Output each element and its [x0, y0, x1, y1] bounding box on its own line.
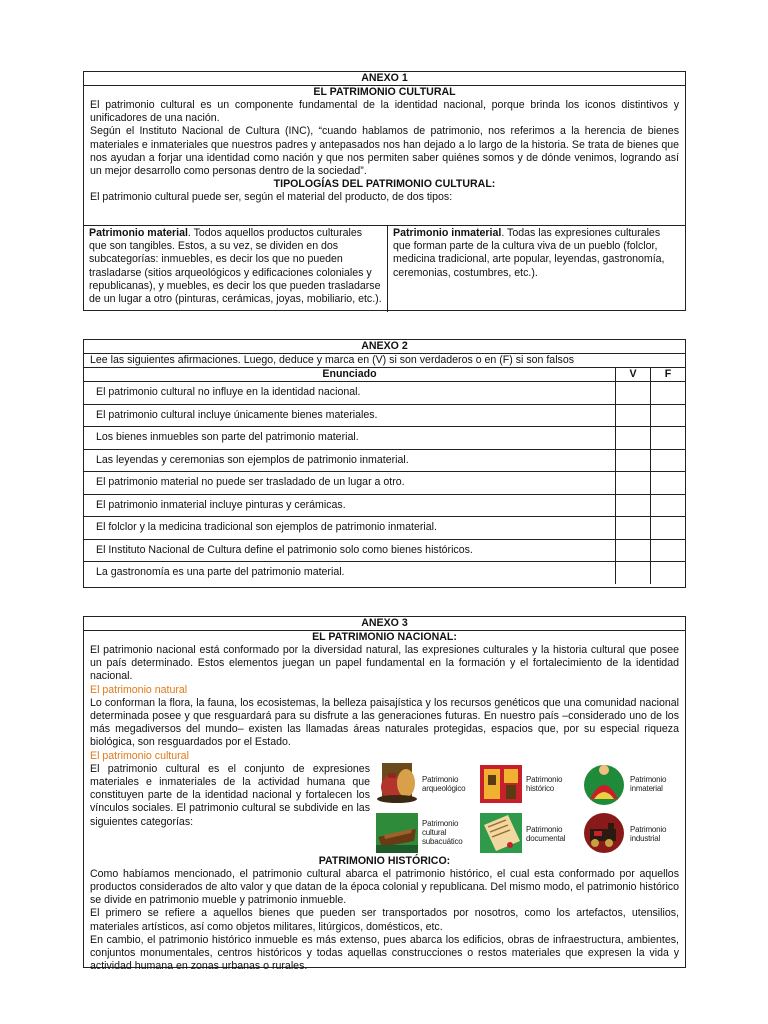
patrimonio-historico-title: PATRIMONIO HISTÓRICO: — [318, 854, 451, 867]
patrimonio-material-text: . Todos aquellos productos culturales que son tangibles. Estos, a su vez, se dividen en dos subcategorías: inmuebles, es decir los que no pueden trasladarse (sitios arqueológicos y edificaciones coloniales y republicanas), y muebles, es decir los que pueden trasladarse de un lugar a otro (pinturas, cerámicas, joyas, mobiliario, etc.). — [89, 227, 382, 306]
anexo-3-subtitle: EL PATRIMONIO NACIONAL: — [312, 631, 457, 643]
answer-v-cell[interactable] — [616, 517, 651, 540]
column-v: V — [616, 368, 651, 382]
table-row — [84, 562, 685, 584]
category-label: Patrimonio documental — [526, 824, 566, 843]
category-inmaterial — [582, 759, 682, 807]
answer-f-cell[interactable] — [651, 382, 686, 405]
tipologias-title: TIPOLOGÍAS DEL PATRIMONIO CULTURAL: — [273, 178, 496, 191]
anexo-2-box — [83, 339, 686, 588]
patrimonio-material-cell — [84, 226, 388, 312]
answer-v-cell[interactable] — [616, 382, 651, 405]
patrimonio-historico-paragraph-2: El primero se refiere a aquellos bienes que pueden ser transportados por nosotros, como los artefactos, utensilios, materiales artísticos, así como objetos militares, litúrgicos, domésticos, etc. — [90, 907, 679, 933]
table-row — [84, 539, 685, 562]
answer-f-cell[interactable] — [651, 562, 686, 584]
cultural-section — [84, 763, 685, 855]
anexo-3-paragraph-1: El patrimonio nacional está conformado por la diversidad natural, las expresiones culturales y la historia cultural que posee un país determinado. Estos elementos juegan un papel fundamental en la formación y el fortalecimiento de la identidad nacional. — [90, 644, 679, 683]
column-f: F — [651, 368, 686, 382]
anexo-2-intro: Lee las siguientes afirmaciones. Luego, deduce y marca en (V) si son verdaderos o en (F) si son falsos — [84, 354, 685, 368]
patrimonio-inmaterial-cell — [388, 226, 685, 312]
answer-v-cell[interactable] — [616, 539, 651, 562]
anexo-2-title: ANEXO 2 — [84, 340, 685, 354]
categories-grid — [374, 759, 686, 859]
patrimonio-historico-paragraph-3: En cambio, el patrimonio histórico inmueble es más extenso, pues abarca los edificios, obras de infraestructura, ambientes, conjuntos monumentales, centros históricos y todas aquellas construcciones o restos materiales que expresen la vida y actividad humana en zonas urbanas o rurales. — [90, 933, 679, 973]
table-row — [84, 427, 685, 450]
train-icon — [582, 811, 628, 855]
table-row — [84, 404, 685, 427]
patrimonio-cultural-heading: El patrimonio cultural — [90, 749, 189, 762]
anexo-1-subtitle: EL PATRIMONIO CULTURAL — [313, 86, 456, 98]
anexo-3-title: ANEXO 3 — [84, 617, 685, 631]
statement-text: La gastronomía es una parte del patrimonio material. — [84, 562, 616, 584]
answer-f-cell[interactable] — [651, 449, 686, 472]
statement-text: El folclor y la medicina tradicional son ejemplos de patrimonio inmaterial. — [84, 517, 616, 540]
category-label: Patrimonio histórico — [526, 774, 563, 793]
category-label: Patrimonio arqueológico — [422, 774, 466, 793]
table-row — [84, 517, 685, 540]
tipologias-columns — [84, 225, 685, 312]
patrimonio-historico-paragraph-1: Como habíamos mencionado, el patrimonio cultural abarca el patrimonio histórico, el cual esta conformado por aquellos productos considerados de alto valor y que datan de la época colonial y republicana. Del mismo modo, el patrimonio histórico se divide en patrimonio mueble y patrimonio inmueble. — [90, 867, 679, 907]
anexo-1-title: ANEXO 1 — [84, 72, 685, 86]
category-label: Patrimonio inmaterial — [630, 774, 667, 793]
answer-f-cell[interactable] — [651, 517, 686, 540]
patrimonio-inmaterial-text: . Todas las expresiones culturales que forman parte de la cultura viva de un pueblo (folclor, medicina tradicional, arte popular, leyendas, gastronomía, ceremonias, costumbres, etc.). — [393, 227, 665, 279]
statement-text: El patrimonio material no puede ser trasladado de un lugar a otro. — [84, 472, 616, 495]
statement-text: El patrimonio inmaterial incluye pinturas y cerámicas. — [84, 494, 616, 517]
statement-text: El Instituto Nacional de Cultura define el patrimonio solo como bienes históricos. — [84, 539, 616, 562]
category-label: Patrimonio cultural subacuático — [422, 818, 463, 846]
column-enunciado: Enunciado — [84, 368, 616, 382]
category-historico — [478, 759, 578, 807]
anexo-3-box — [83, 616, 686, 973]
category-documental — [478, 809, 578, 857]
patrimonio-natural-text: Lo conforman la flora, la fauna, los ecosistemas, la belleza paisajística y los recursos genéticos que una comunidad nacional determinada posee y que resguardará para su disfrute a las generaciones futuras. En nuestro país –considerado uno de los más megadiversos del mundo– existen las llamadas áreas naturales protegidas, espacios que, por su especial riqueza biológica, son resguardados por el Estado. — [90, 696, 679, 749]
category-arqueologico — [374, 759, 474, 807]
category-subacuatico — [374, 809, 474, 857]
patrimonio-cultural-text: El patrimonio cultural es el conjunto de expresiones materiales e inmateriales de la actividad humana que constituyen parte de la identidad nacional y fortalecen los vínculos sociales. El patrimonio cultural se subdivide en las siguientes categorías: — [90, 762, 370, 828]
answer-v-cell[interactable] — [616, 494, 651, 517]
patrimonio-inmaterial-term: Patrimonio inmaterial — [393, 227, 502, 239]
table-header-row — [84, 368, 685, 382]
anexo-1-box — [83, 71, 686, 311]
answer-f-cell[interactable] — [651, 539, 686, 562]
patrimonio-material-term: Patrimonio material — [89, 227, 188, 239]
anexo-1-paragraph-1: El patrimonio cultural es un componente fundamental de la identidad nacional, porque brinda los iconos distintivos y unificadores de una nación. — [90, 99, 679, 125]
table-row — [84, 449, 685, 472]
colonial-house-icon — [478, 761, 524, 805]
answer-f-cell[interactable] — [651, 472, 686, 495]
pottery-icon — [374, 761, 420, 805]
answer-f-cell[interactable] — [651, 427, 686, 450]
answer-f-cell[interactable] — [651, 494, 686, 517]
table-row — [84, 472, 685, 495]
statement-text: El patrimonio cultural incluye únicamente bienes materiales. — [84, 404, 616, 427]
answer-v-cell[interactable] — [616, 427, 651, 450]
dancer-icon — [582, 761, 628, 805]
ship-icon — [374, 811, 420, 855]
statement-text: Los bienes inmuebles son parte del patrimonio material. — [84, 427, 616, 450]
true-false-table — [84, 368, 685, 584]
scroll-icon — [478, 811, 524, 855]
table-row — [84, 382, 685, 405]
patrimonio-natural-heading: El patrimonio natural — [90, 683, 188, 696]
table-row — [84, 494, 685, 517]
tipologias-intro: El patrimonio cultural puede ser, según el material del producto, de dos tipos: — [90, 191, 453, 204]
category-industrial — [582, 809, 682, 857]
answer-v-cell[interactable] — [616, 472, 651, 495]
answer-v-cell[interactable] — [616, 404, 651, 427]
category-label: Patrimonio industrial — [630, 824, 667, 843]
answer-f-cell[interactable] — [651, 404, 686, 427]
anexo-1-paragraph-2: Según el Instituto Nacional de Cultura (INC), “cuando hablamos de patrimonio, nos referimos a la herencia de bienes materiales e inmateriales que nuestros padres y antepasados nos han dejado a lo largo de la historia. Se trata de bienes que nos ayudan a forjar una identidad como nación y que nos permiten saber quiénes somos y de dónde venimos, logrando así un mejor desarrollo como personas dentro de la sociedad”. — [90, 125, 679, 178]
statement-text: Las leyendas y ceremonias son ejemplos de patrimonio inmaterial. — [84, 449, 616, 472]
answer-v-cell[interactable] — [616, 449, 651, 472]
answer-v-cell[interactable] — [616, 562, 651, 584]
statement-text: El patrimonio cultural no influye en la identidad nacional. — [84, 382, 616, 405]
